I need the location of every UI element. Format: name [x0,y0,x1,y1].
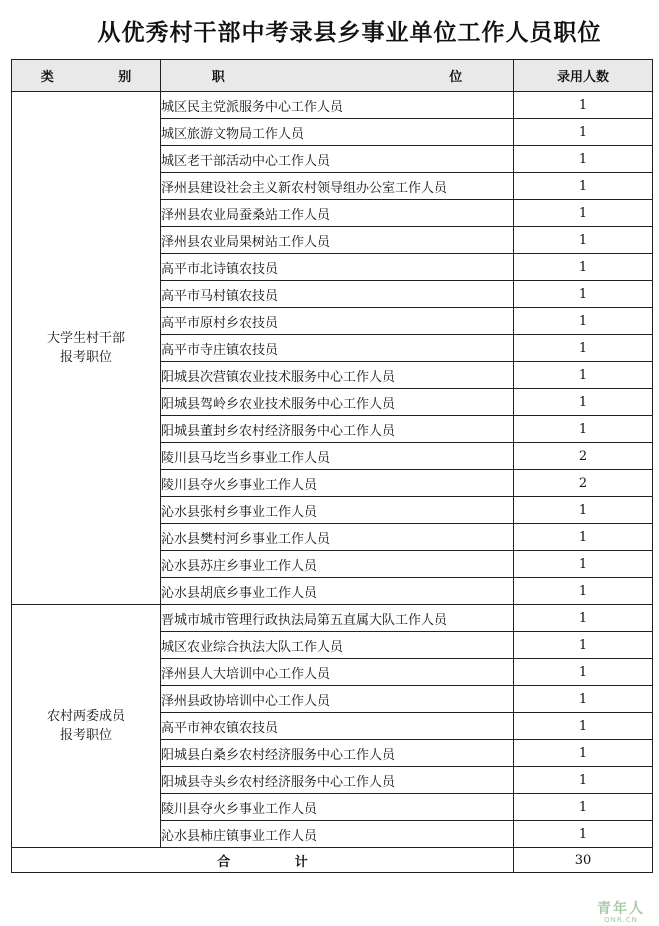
table-body [12,92,653,848]
position-cell: 沁水县樊村河乡事业工作人员 [161,524,514,551]
position-cell: 阳城县次营镇农业技术服务中心工作人员 [161,362,514,389]
table-row [12,605,653,632]
category-line2: 报考职位 [59,728,112,743]
count-cell: 1 [514,605,653,632]
count-cell: 1 [514,308,653,335]
position-cell: 沁水县胡底乡事业工作人员 [161,578,514,605]
position-cell: 城区民主党派服务中心工作人员 [161,92,514,119]
watermark-main: 青年人 [597,901,645,917]
position-cell: 阳城县驾岭乡农业技术服务中心工作人员 [161,389,514,416]
count-cell: 1 [514,740,653,767]
count-cell: 1 [514,794,653,821]
position-cell: 沁水县柿庄镇事业工作人员 [161,821,514,848]
position-cell: 泽州县人大培训中心工作人员 [161,659,514,686]
count-cell: 1 [514,497,653,524]
position-cell: 阳城县白桑乡农村经济服务中心工作人员 [161,740,514,767]
category-cell [12,605,161,848]
count-cell: 1 [514,578,653,605]
position-cell: 泽州县农业局果树站工作人员 [161,227,514,254]
position-cell: 城区老干部活动中心工作人员 [161,146,514,173]
total-row [12,848,653,873]
count-cell: 1 [514,200,653,227]
position-cell: 沁水县张村乡事业工作人员 [161,497,514,524]
watermark-logo [591,898,651,924]
position-cell: 泽州县建设社会主义新农村领导组办公室工作人员 [161,173,514,200]
count-cell: 1 [514,632,653,659]
count-cell: 1 [514,686,653,713]
count-cell: 1 [514,92,653,119]
header-category: 类 别 [12,60,161,92]
positions-table [11,59,653,873]
count-cell: 1 [514,821,653,848]
count-cell: 1 [514,254,653,281]
total-value: 30 [514,848,653,873]
header-position: 职 位 [161,60,514,92]
count-cell: 1 [514,281,653,308]
category-line1: 大学生村干部 [46,331,125,346]
position-cell: 高平市神农镇农技员 [161,713,514,740]
position-cell: 高平市寺庄镇农技员 [161,335,514,362]
count-cell: 1 [514,173,653,200]
position-cell: 高平市原村乡农技员 [161,308,514,335]
header-count: 录用人数 [514,60,653,92]
position-cell: 阳城县董封乡农村经济服务中心工作人员 [161,416,514,443]
position-cell: 沁水县苏庄乡事业工作人员 [161,551,514,578]
total-label: 合 计 [12,848,514,873]
count-cell: 1 [514,335,653,362]
table-header-row [12,60,653,92]
count-cell: 2 [514,443,653,470]
position-cell: 高平市北诗镇农技员 [161,254,514,281]
count-cell: 1 [514,416,653,443]
category-line1: 农村两委成员 [46,709,125,724]
position-cell: 晋城市城市管理行政执法局第五直属大队工作人员 [161,605,514,632]
watermark-sub: QNR.CN [604,916,638,924]
count-cell: 1 [514,119,653,146]
table-row [12,92,653,119]
position-cell: 陵川县马圪当乡事业工作人员 [161,443,514,470]
count-cell: 1 [514,389,653,416]
position-cell: 阳城县寺头乡农村经济服务中心工作人员 [161,767,514,794]
page-title: 从优秀村干部中考录县乡事业单位工作人员职位 [97,20,602,46]
position-cell: 高平市马村镇农技员 [161,281,514,308]
position-cell: 陵川县夺火乡事业工作人员 [161,794,514,821]
position-cell: 陵川县夺火乡事业工作人员 [161,470,514,497]
position-cell: 城区旅游文物局工作人员 [161,119,514,146]
position-cell: 城区农业综合执法大队工作人员 [161,632,514,659]
count-cell: 1 [514,227,653,254]
count-cell: 1 [514,362,653,389]
count-cell: 1 [514,713,653,740]
count-cell: 2 [514,470,653,497]
count-cell: 1 [514,524,653,551]
count-cell: 1 [514,551,653,578]
category-cell [12,92,161,605]
position-cell: 泽州县农业局蚕桑站工作人员 [161,200,514,227]
count-cell: 1 [514,659,653,686]
count-cell: 1 [514,146,653,173]
position-cell: 泽州县政协培训中心工作人员 [161,686,514,713]
category-line2: 报考职位 [59,350,112,365]
count-cell: 1 [514,767,653,794]
